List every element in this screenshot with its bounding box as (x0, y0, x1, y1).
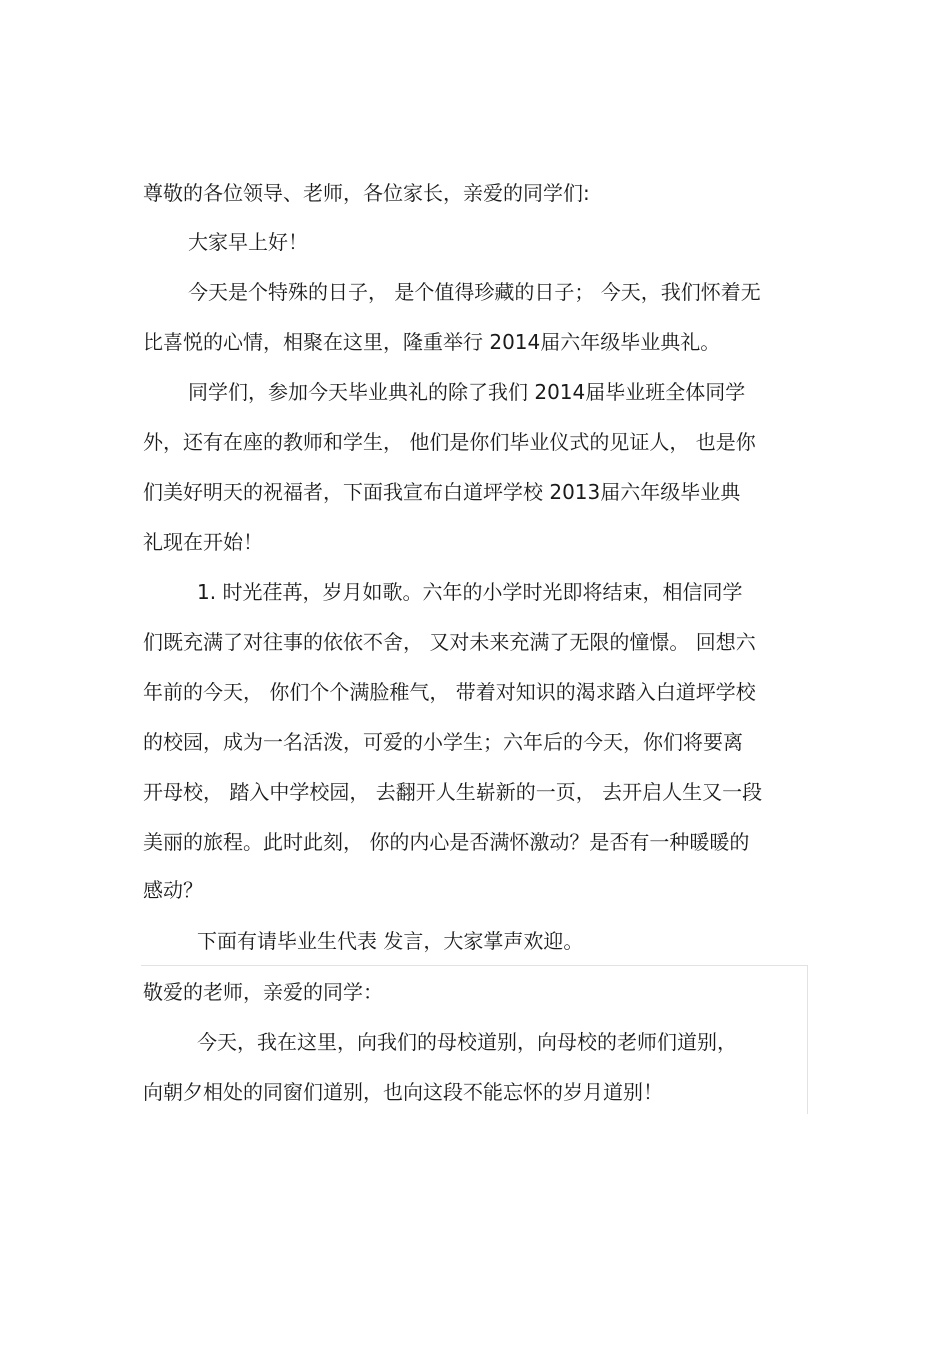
paragraph-line: 年前的今天， 你们个个满脸稚气， 带着对知识的渴求踏入白道坪学校 (143, 680, 756, 704)
paragraph-line: 们美好明天的祝福者，下面我宣布白道坪学校 2013届六年级毕业典 (143, 480, 741, 504)
paragraph-line: 开母校， 踏入中学校园， 去翻开人生崭新的一页， 去开启人生又一段 (143, 780, 763, 804)
greeting: 大家早上好！ (188, 230, 308, 254)
paragraph-line: 外，还有在座的教师和学生， 他们是你们毕业仪式的见证人， 也是你 (143, 430, 756, 454)
paragraph-line: 的校园，成为一名活泼，可爱的小学生；六年后的今天，你们将要离 (143, 730, 743, 754)
salutation: 尊敬的各位领导、老师，各位家长，亲爱的同学们: (143, 181, 590, 205)
paragraph-line: 礼现在开始！ (143, 530, 263, 554)
paragraph-line: 今天是个特殊的日子， 是个值得珍藏的日子； 今天，我们怀着无 (188, 280, 761, 304)
paragraph-line: 今天，我在这里，向我们的母校道别，向母校的老师们道别， (197, 1030, 737, 1054)
paragraph-line: 向朝夕相处的同窗们道别，也向这段不能忘怀的岁月道别！ (143, 1080, 663, 1104)
paragraph-line: 同学们，参加今天毕业典礼的除了我们 2014届毕业班全体同学 (188, 380, 746, 404)
paragraph-line: 比喜悦的心情，相聚在这里，隆重举行 2014届六年级毕业典礼。 (143, 330, 721, 354)
paragraph-line: 感动？ (143, 878, 203, 902)
paragraph-line: 们既充满了对往事的依依不舍， 又对未来充满了无限的憧憬。 回想六 (143, 630, 756, 654)
paragraph-line: 美丽的旅程。此时此刻， 你的内心是否满怀激动？是否有一种暖暖的 (143, 830, 750, 854)
paragraph-line: 1. 时光荏苒，岁月如歌。六年的小学时光即将结束，相信同学 (197, 580, 743, 604)
paragraph-line: 下面有请毕业生代表 发言，大家掌声欢迎。 (197, 929, 584, 953)
speech-salutation: 敬爱的老师，亲爱的同学： (143, 980, 383, 1004)
